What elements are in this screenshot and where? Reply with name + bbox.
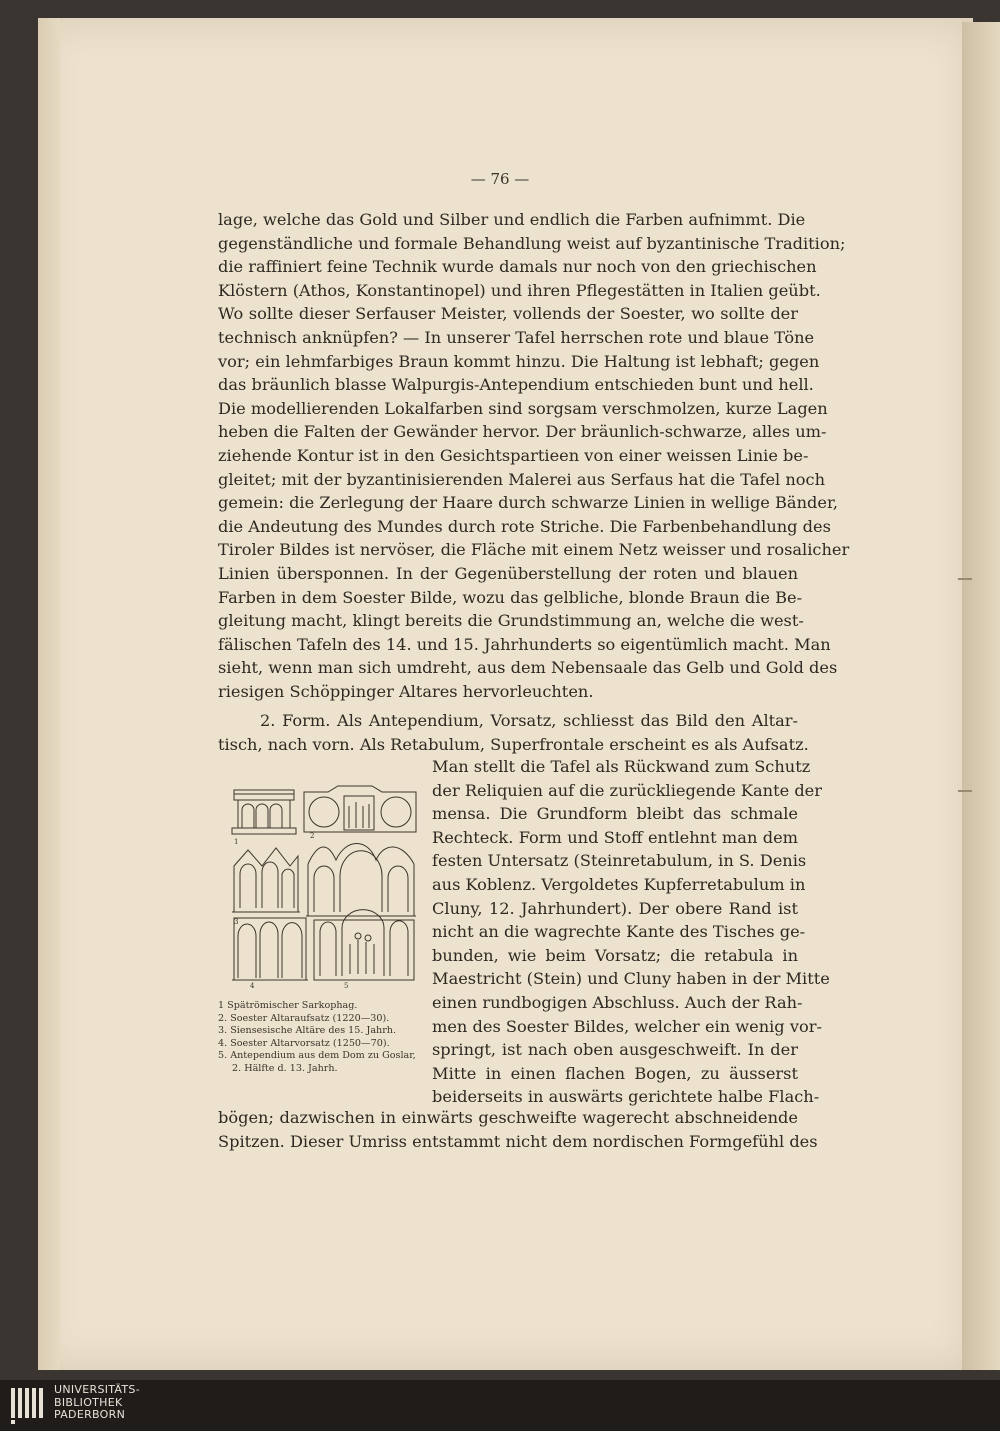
- caption-2: 2. Soester Altaraufsatz (1220—30).: [218, 1012, 390, 1024]
- text-line: das bräunlich blasse Walpurgis-Antependium entschieden bunt und hell.: [218, 375, 814, 395]
- figure-label-3: 3: [234, 918, 239, 926]
- text-line: Farben in dem Soester Bilde, wozu das gelbliche, blonde Braun die Be-: [218, 587, 803, 607]
- text-line: Linien übersponnen. In der Gegenüberstellung der roten und blauen: [218, 563, 798, 583]
- caption-3: 3. Siensesische Altäre des 15. Jahrh.: [218, 1025, 397, 1037]
- text-line: Wo sollte dieser Serfauser Meister, vollends der Soester, wo sollte der: [218, 304, 798, 324]
- text-line: die Andeutung des Mundes durch rote Striche. Die Farbenbehandlung des: [218, 516, 831, 536]
- sienese-altar-drawing: [232, 844, 416, 917]
- text-line: Spitzen. Dieser Umriss entstammt nicht dem nordischen Formgefühl des: [218, 1131, 818, 1151]
- text-line: Man stellt die Tafel als Rückwand zum Schutz: [432, 757, 811, 776]
- text-line: bögen; dazwischen in einwärts geschweifte wagerecht abschneidende: [218, 1108, 798, 1127]
- text-line: einen rundbogigen Abschluss. Auch der Rah-: [432, 992, 803, 1012]
- paragraph-2: [218, 709, 809, 756]
- library-name-line-1: UNIVERSITÄTS-: [54, 1383, 140, 1396]
- library-name: [54, 1384, 140, 1422]
- text-line: sieht, wenn man sich umdreht, aus dem Nebensaale das Gelb und Gold des: [218, 658, 838, 678]
- text-line: tisch, nach vorn. Als Retabulum, Superfrontale erscheint es als Aufsatz.: [218, 734, 809, 754]
- text-line: springt, ist nach oben ausgeschweift. In der: [432, 1040, 798, 1060]
- text-line: gleitet; mit der byzantinisierenden Malerei aus Serfaus hat die Tafel noch: [218, 469, 826, 489]
- antependium-drawing: [232, 918, 308, 980]
- text-line: Rechteck. Form und Stoff entlehnt man dem: [432, 827, 798, 847]
- page-marker: [958, 790, 972, 792]
- text-line: gemein: die Zerlegung der Haare durch schwarze Linien in wellige Bänder,: [218, 493, 839, 513]
- text-line: gegenständliche und formale Behandlung weist auf byzantinische Tradition;: [218, 233, 846, 253]
- figure-label-4: 4: [250, 982, 255, 990]
- text-line: riesigen Schöppinger Altares hervorleuchten.: [218, 681, 594, 701]
- page-marker: [958, 578, 972, 580]
- altar-forms-figure: [228, 782, 424, 992]
- text-line: der Reliquien auf die zurückliegende Kante der: [432, 780, 823, 800]
- caption-4: 4. Soester Altarvorsatz (1250—70).: [218, 1037, 390, 1049]
- figure-wrap-text: [432, 755, 830, 1109]
- text-line: Tiroler Bildes ist nervöser, die Fläche mit einem Netz weisser und rosalicher: [218, 540, 850, 560]
- text-line: lage, welche das Gold und Silber und endlich die Farben aufnimmt. Die: [218, 210, 806, 229]
- text-line: nicht an die wagrechte Kante des Tisches ge-: [432, 922, 806, 942]
- text-line: Die modellierenden Lokalfarben sind sorgsam verschmolzen, kurze Lagen: [218, 398, 828, 418]
- caption-5: 5. Antependium aus dem Dom zu Goslar,: [218, 1050, 416, 1062]
- figure-captions: [218, 1000, 428, 1076]
- figure-label-2: 2: [310, 832, 315, 840]
- text-line: technisch anknüpfen? — In unserer Tafel herrschen rote und blaue Töne: [218, 327, 815, 347]
- text-line: beiderseits in auswärts gerichtete halbe Flach-: [432, 1087, 820, 1107]
- text-line: mensa. Die Grundform bleibt das schmale: [432, 804, 798, 824]
- text-line: Maestricht (Stein) und Cluny haben in der Mitte: [432, 969, 830, 989]
- library-name-line-3: PADERBORN: [54, 1408, 126, 1421]
- text-line: die raffiniert feine Technik wurde damals nur noch von den griechischen: [218, 257, 817, 277]
- paragraph-1: [218, 208, 850, 703]
- text-line: aus Koblenz. Vergoldetes Kupferretabulum in: [432, 874, 806, 894]
- library-footer: [0, 1380, 1000, 1431]
- figure-label-5: 5: [344, 982, 349, 990]
- paragraph-2-tail: [218, 1106, 818, 1153]
- library-name-line-2: BIBLIOTHEK: [54, 1395, 123, 1409]
- caption-1: 1 Spätrömischer Sarkophag.: [218, 1000, 358, 1011]
- text-line: festen Untersatz (Steinretabulum, in S. Denis: [432, 851, 807, 871]
- text-line: Klöstern (Athos, Konstantinopel) und ihren Pflegestätten in Italien geübt.: [218, 280, 821, 300]
- retable-drawing: [304, 786, 416, 832]
- text-line: Mitte in einen flachen Bogen, zu äusserst: [432, 1063, 798, 1083]
- text-line: gleitung macht, klingt bereits die Grundstimmung an, welche die west-: [218, 611, 804, 631]
- text-line: 2. Form. Als Antependium, Vorsatz, schliesst das Bild den Altar-: [260, 711, 798, 730]
- library-logo-icon: [10, 1386, 44, 1426]
- figure-label-1: 1: [234, 838, 239, 846]
- goslar-antependium-drawing: [314, 910, 414, 980]
- text-line: bunden, wie beim Vorsatz; die retabula in: [432, 945, 798, 965]
- page-gutter: [38, 18, 60, 1370]
- next-page-edge: [962, 22, 1000, 1370]
- sarcophagus-drawing: [232, 790, 296, 834]
- text-line: fälischen Tafeln des 14. und 15. Jahrhunderts so eigentümlich macht. Man: [218, 634, 831, 654]
- text-line: vor; ein lehmfarbiges Braun kommt hinzu. Die Haltung ist lebhaft; gegen: [218, 351, 820, 371]
- caption-5-continued: 2. Hälfte d. 13. Jahrh.: [232, 1062, 338, 1074]
- text-line: men des Soester Bildes, welcher ein wenig vor-: [432, 1016, 822, 1036]
- text-line: Cluny, 12. Jahrhundert). Der obere Rand ist: [432, 898, 798, 918]
- page-number: — 76 —: [470, 170, 530, 188]
- text-line: heben die Falten der Gewänder hervor. Der bräunlich-schwarze, alles um-: [218, 422, 827, 442]
- text-line: ziehende Kontur ist in den Gesichtspartieen von einer weissen Linie be-: [218, 445, 809, 465]
